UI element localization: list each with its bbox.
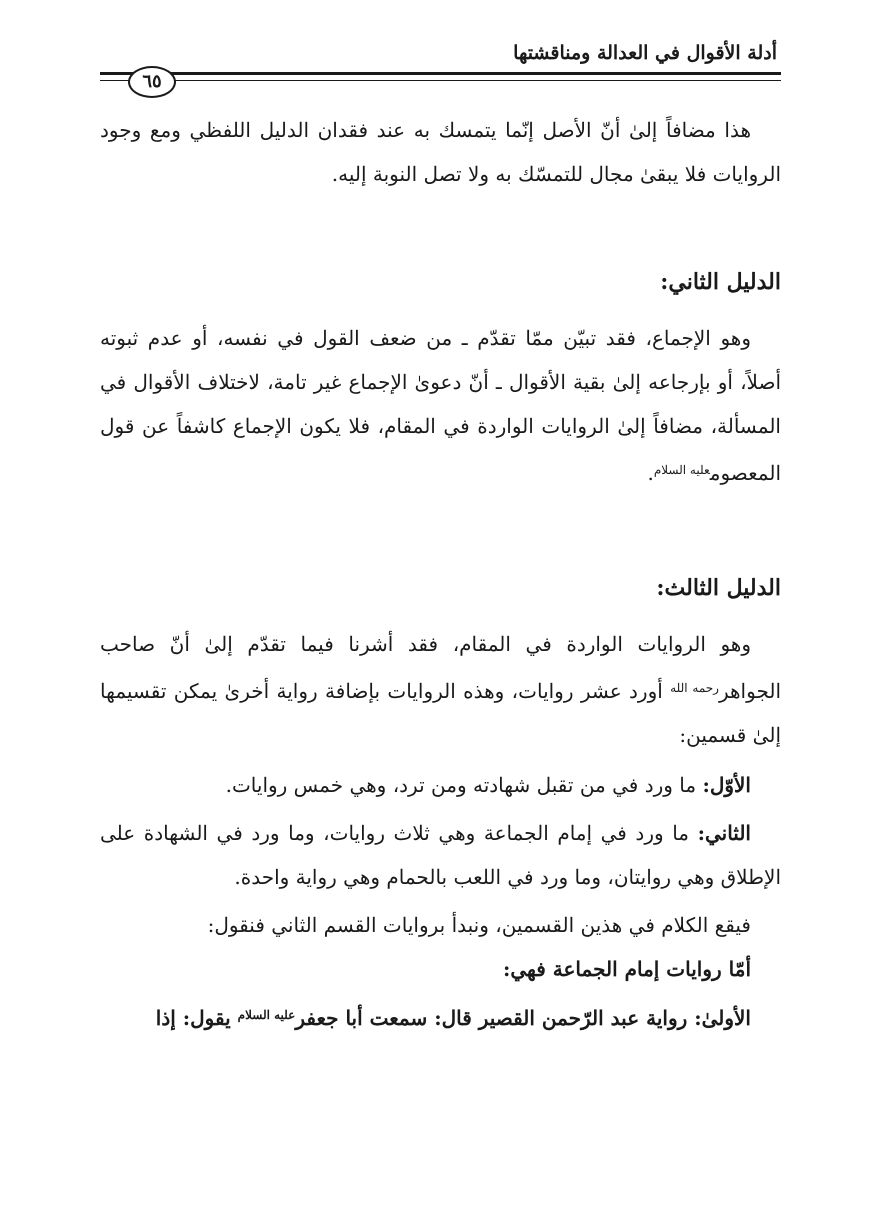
third-proof-section <box>100 568 781 1040</box>
closing-paragraph: فيقع الكلام في هذين القسمين، ونبدأ بروايات القسم الثاني فنقول: <box>207 913 751 937</box>
list-item-label: الأوّل: <box>702 773 751 797</box>
running-header: أدلة الأقوال في العدالة ومناقشتها <box>513 42 777 64</box>
second-proof-heading: الدليل الثاني: <box>660 269 781 295</box>
third-proof-text-start: وهو الروايات الواردة في المقام، فقد أشرنا فيما تقدّم إلىٰ أنّ صاحب الجواهر <box>100 632 781 703</box>
second-proof-paragraph <box>100 316 781 495</box>
first-narration <box>100 993 781 1040</box>
list-item-text: ما ورد في من تقبل شهادته ومن ترد، وهي خمس روايات. <box>225 773 703 797</box>
second-proof-section <box>100 262 781 495</box>
list-item-first <box>100 763 781 807</box>
header-rule-thick <box>100 72 781 75</box>
honorific-symbol: عليه السلام <box>653 463 710 477</box>
third-proof-text-end: أورد عشر روايات، وهذه الروايات بإضافة رواية أخرىٰ يمكن تقسيمها إلىٰ قسمين: <box>100 679 781 747</box>
list-item-second <box>100 811 781 899</box>
header-rule-thin <box>100 80 781 81</box>
intro-section <box>100 108 781 196</box>
list-item-text: ما ورد في إمام الجماعة وهي ثلاث روايات، وما ورد في الشهادة على الإطلاق وهي روايتان، وما ورد في اللعب بالحمام وهي رواية واحدة. <box>100 821 781 889</box>
honorific-symbol: عليه السلام <box>237 1008 296 1022</box>
intro-paragraph: هذا مضافاً إلىٰ أنّ الأصل إنّما يتمسك به عند فقدان الدليل اللفظي ومع وجود الروايات فلا يبقىٰ مجال للتمسّك به ولا تصل النوبة إليه. <box>100 118 781 186</box>
page-number-badge: ٦٥ <box>128 66 176 98</box>
narration-text-start: رواية عبد الرّحمن القصير قال: سمعت أبا جعفر <box>295 1006 695 1030</box>
third-proof-paragraph <box>100 622 781 757</box>
list-item-label: الثاني: <box>697 821 751 845</box>
second-proof-end: . <box>647 461 654 485</box>
narration-label: الأولىٰ: <box>694 1006 751 1030</box>
third-proof-heading: الدليل الثالث: <box>656 575 781 601</box>
second-proof-text: وهو الإجماع، فقد تبيّن ممّا تقدّم ـ من ضعف القول في نفسه، أو عدم ثبوته أصلاً، أو بإرجاعه إلىٰ بقية الأقوال ـ أنّ دعوىٰ الإجماع غير تامة، لاختلاف الأقوال في المسألة، مضافاً إلىٰ الروايات الواردة في المقام، فلا يكون الإجماع كاشفاً عن قول المعصوم <box>100 326 781 485</box>
honorific-symbol: رحمه الله <box>670 681 719 695</box>
narration-text-end: يقول: إذا <box>155 1006 238 1030</box>
subheading: أمّا روايات إمام الجماعة فهي: <box>502 957 751 981</box>
